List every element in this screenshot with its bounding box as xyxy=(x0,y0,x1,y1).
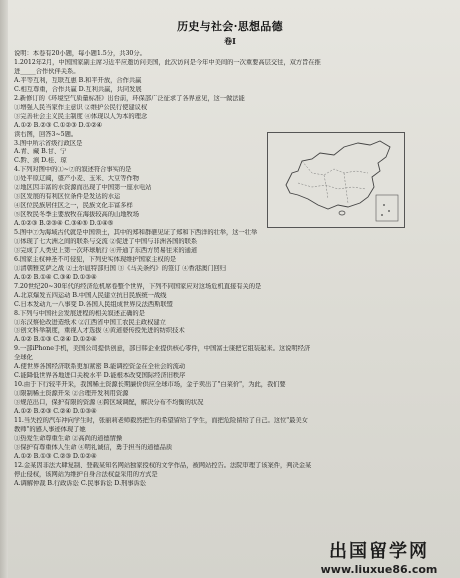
text-line: 12.金某因非法大肆复制、登载某知名网站独家授权的文学作品，被网站控告。法院审理了该案件，判决金某 xyxy=(14,461,312,469)
text-line: A.①② B.②③ C.②④ D.①③④ xyxy=(14,408,97,415)
text-line: A.①② B.②③ C.①②③ D.①②④ xyxy=(14,121,103,129)
text-line: A.北京爆发五四运动 B.中国人民建立抗日民族统一战线 xyxy=(14,291,167,299)
text-line: ①增强人民当家作主意识 ②维护公民行使建议权 xyxy=(14,103,148,111)
watermark-site-name: 出国留学网 xyxy=(329,541,429,562)
text-line: 读右图，回答3~5题。 xyxy=(14,130,78,138)
text-line: ③区发展的有利区位条件是发达的水运 xyxy=(14,193,121,201)
text-line: ①体现了七大洲之间的联系与交流 ②促进了中国与非洲各国的联系 xyxy=(14,237,198,245)
text-line: 9.一部iPhone手机，美国公司提供创意，部日韩企业提供核心零件，中国富士康把它组装起来。这说明经济 xyxy=(14,345,311,353)
text-line: 停止侵权，该网站为维护自身合法权益采用的方式是 xyxy=(14,470,158,478)
text-line: 全球化 xyxy=(14,354,33,362)
text-line: A.①② B.①③ C.②④ D.①②④ xyxy=(14,336,97,344)
text-line: 1.2012年2月，中国国家副主席习近平应邀访问美国，此次访问是今年中美间的一次重要高层交往，双方旨在推 xyxy=(14,58,321,66)
text-line: 5.图中⑦为海域古代就是中国领土，其中的郑和群礁见证了郑和下西洋的壮举，这一壮举 xyxy=(14,229,258,236)
text-line: A.使世界各国经济联系更加紧密 B.能调控资金在全社会的流动 xyxy=(14,363,186,371)
text-line: ①东汉蔡伦改进造纸术 ②江西省中国工农民主政权建立 xyxy=(14,318,166,326)
text-line: C.日本发动九一八事变 D.各国人民组成世界反法西斯联盟 xyxy=(14,300,173,308)
text-line: C.相互尊重，合作共赢 D.互利共赢，共同发展 xyxy=(14,85,142,93)
paper-subtitle: 卷Ⅰ xyxy=(224,36,236,46)
text-line: ②地区因丰富的水资源而出现了中国第一座水电站 xyxy=(14,184,152,192)
text-line: C.黔、滇 D.桂、琼 xyxy=(14,157,67,165)
text-line: 7.20世纪20~30年代的经济危机席卷整个世界，下列不同国家应对这场危机直接有关的是 xyxy=(14,282,262,290)
text-line: ⑤区牧民冬季主要放牧在海拔较高的山地牧场 xyxy=(14,211,139,219)
paper-title: 历史与社会·思想品德 xyxy=(177,20,283,33)
text-line: 8.下列与中国社会发展进程的相关叙述正确的是 xyxy=(14,309,145,317)
text-line: ①热爱生命尊重生命 ②高尚的道德情操 xyxy=(14,434,123,442)
text-line: C.能降低世界各地进口关税水平 D.能根本改变国际经济旧秩序 xyxy=(14,372,186,380)
text-line: A.青、藏 B.甘、宁 xyxy=(14,148,67,156)
text-line: 进_____合作伙伴关系。 xyxy=(14,67,80,75)
text-line: A.①② B.①④ C.③④ D.①③④ xyxy=(14,273,97,281)
text-line: 11.当失控的汽车冲向学生时，张丽莉老师毅然把生的希望留给了学生，而把危险留给了自己。这位"最美女 xyxy=(14,416,308,424)
text-line: A.平等互利，互联互惠 B.和平开放，合作共赢 xyxy=(14,76,142,84)
watermark-url: www.liuxue86.com xyxy=(320,563,438,576)
watermark xyxy=(304,541,454,576)
text-line: 4.下列对图中的①~⑦的叙述符合事实的是 xyxy=(14,166,132,174)
text-line: ①限制稀土资源开采 ②合理开发利用资源 xyxy=(14,390,129,398)
text-line: 教师"的感人事迹体现了她 xyxy=(14,425,86,433)
text-line: 10.由于下行较平开采，我国稀土资源长期廉价供应全球市场，金子卖出了"白菜价"，为此，我们要 xyxy=(14,381,286,389)
page-fold-shadow xyxy=(0,0,8,578)
text-line: A.调解仲裁 B.行政诉讼 C.民事诉讼 D.刑事诉讼 xyxy=(14,479,147,487)
text-line: ①处平原辽阔，盛产小麦、玉米、大豆等作物 xyxy=(14,175,139,183)
china-map-figure xyxy=(267,132,405,228)
text-line: ③完善社会主义民主制度 ④体现以人为本的理念 xyxy=(14,112,148,120)
text-line: A.①② B.①③ C.②③ D.①②④ xyxy=(14,452,97,460)
text-line: 2.新修订的《环境空气质量标准》出台前，环保部广泛征求了各界意见，这一做法能 xyxy=(14,94,245,102)
text-line: ①清朝雅克萨之战 ②土尔扈特部归国 ③《马关条约》的签订 ④香港澳门回归 xyxy=(14,264,227,272)
text-line: ④区位民族居住区之一，民族文化丰富多样 xyxy=(14,202,133,210)
china-map-outline xyxy=(268,133,404,227)
text-line: ③规范出口，保护有限的资源 ④跨区域调配，解决分布不均衡的状况 xyxy=(14,399,204,407)
text-line: ③创文科举制度，重视人才选拔 ④黄道婆传授先进的纺织技术 xyxy=(14,327,185,335)
text-line: 6.国家主权神圣不可侵犯，下列史实体现维护国家主权的是 xyxy=(14,255,177,263)
text-line: ③保护有尊重体人生命 ④明礼诚信，勇于担当的道德品质 xyxy=(14,443,173,451)
text-line: 说明：本卷有20小题，每小题1.5分，共30分。 xyxy=(14,50,146,57)
text-line: 3.图中所示省级行政区是 xyxy=(14,139,83,147)
text-line: ③完成了人类史上第一次环球航行 ④开通了东西方贸易往来的通道 xyxy=(14,246,198,254)
text-line: A.①②③ B.②③④ C.③④⑤ D.①④⑤ xyxy=(14,220,114,228)
